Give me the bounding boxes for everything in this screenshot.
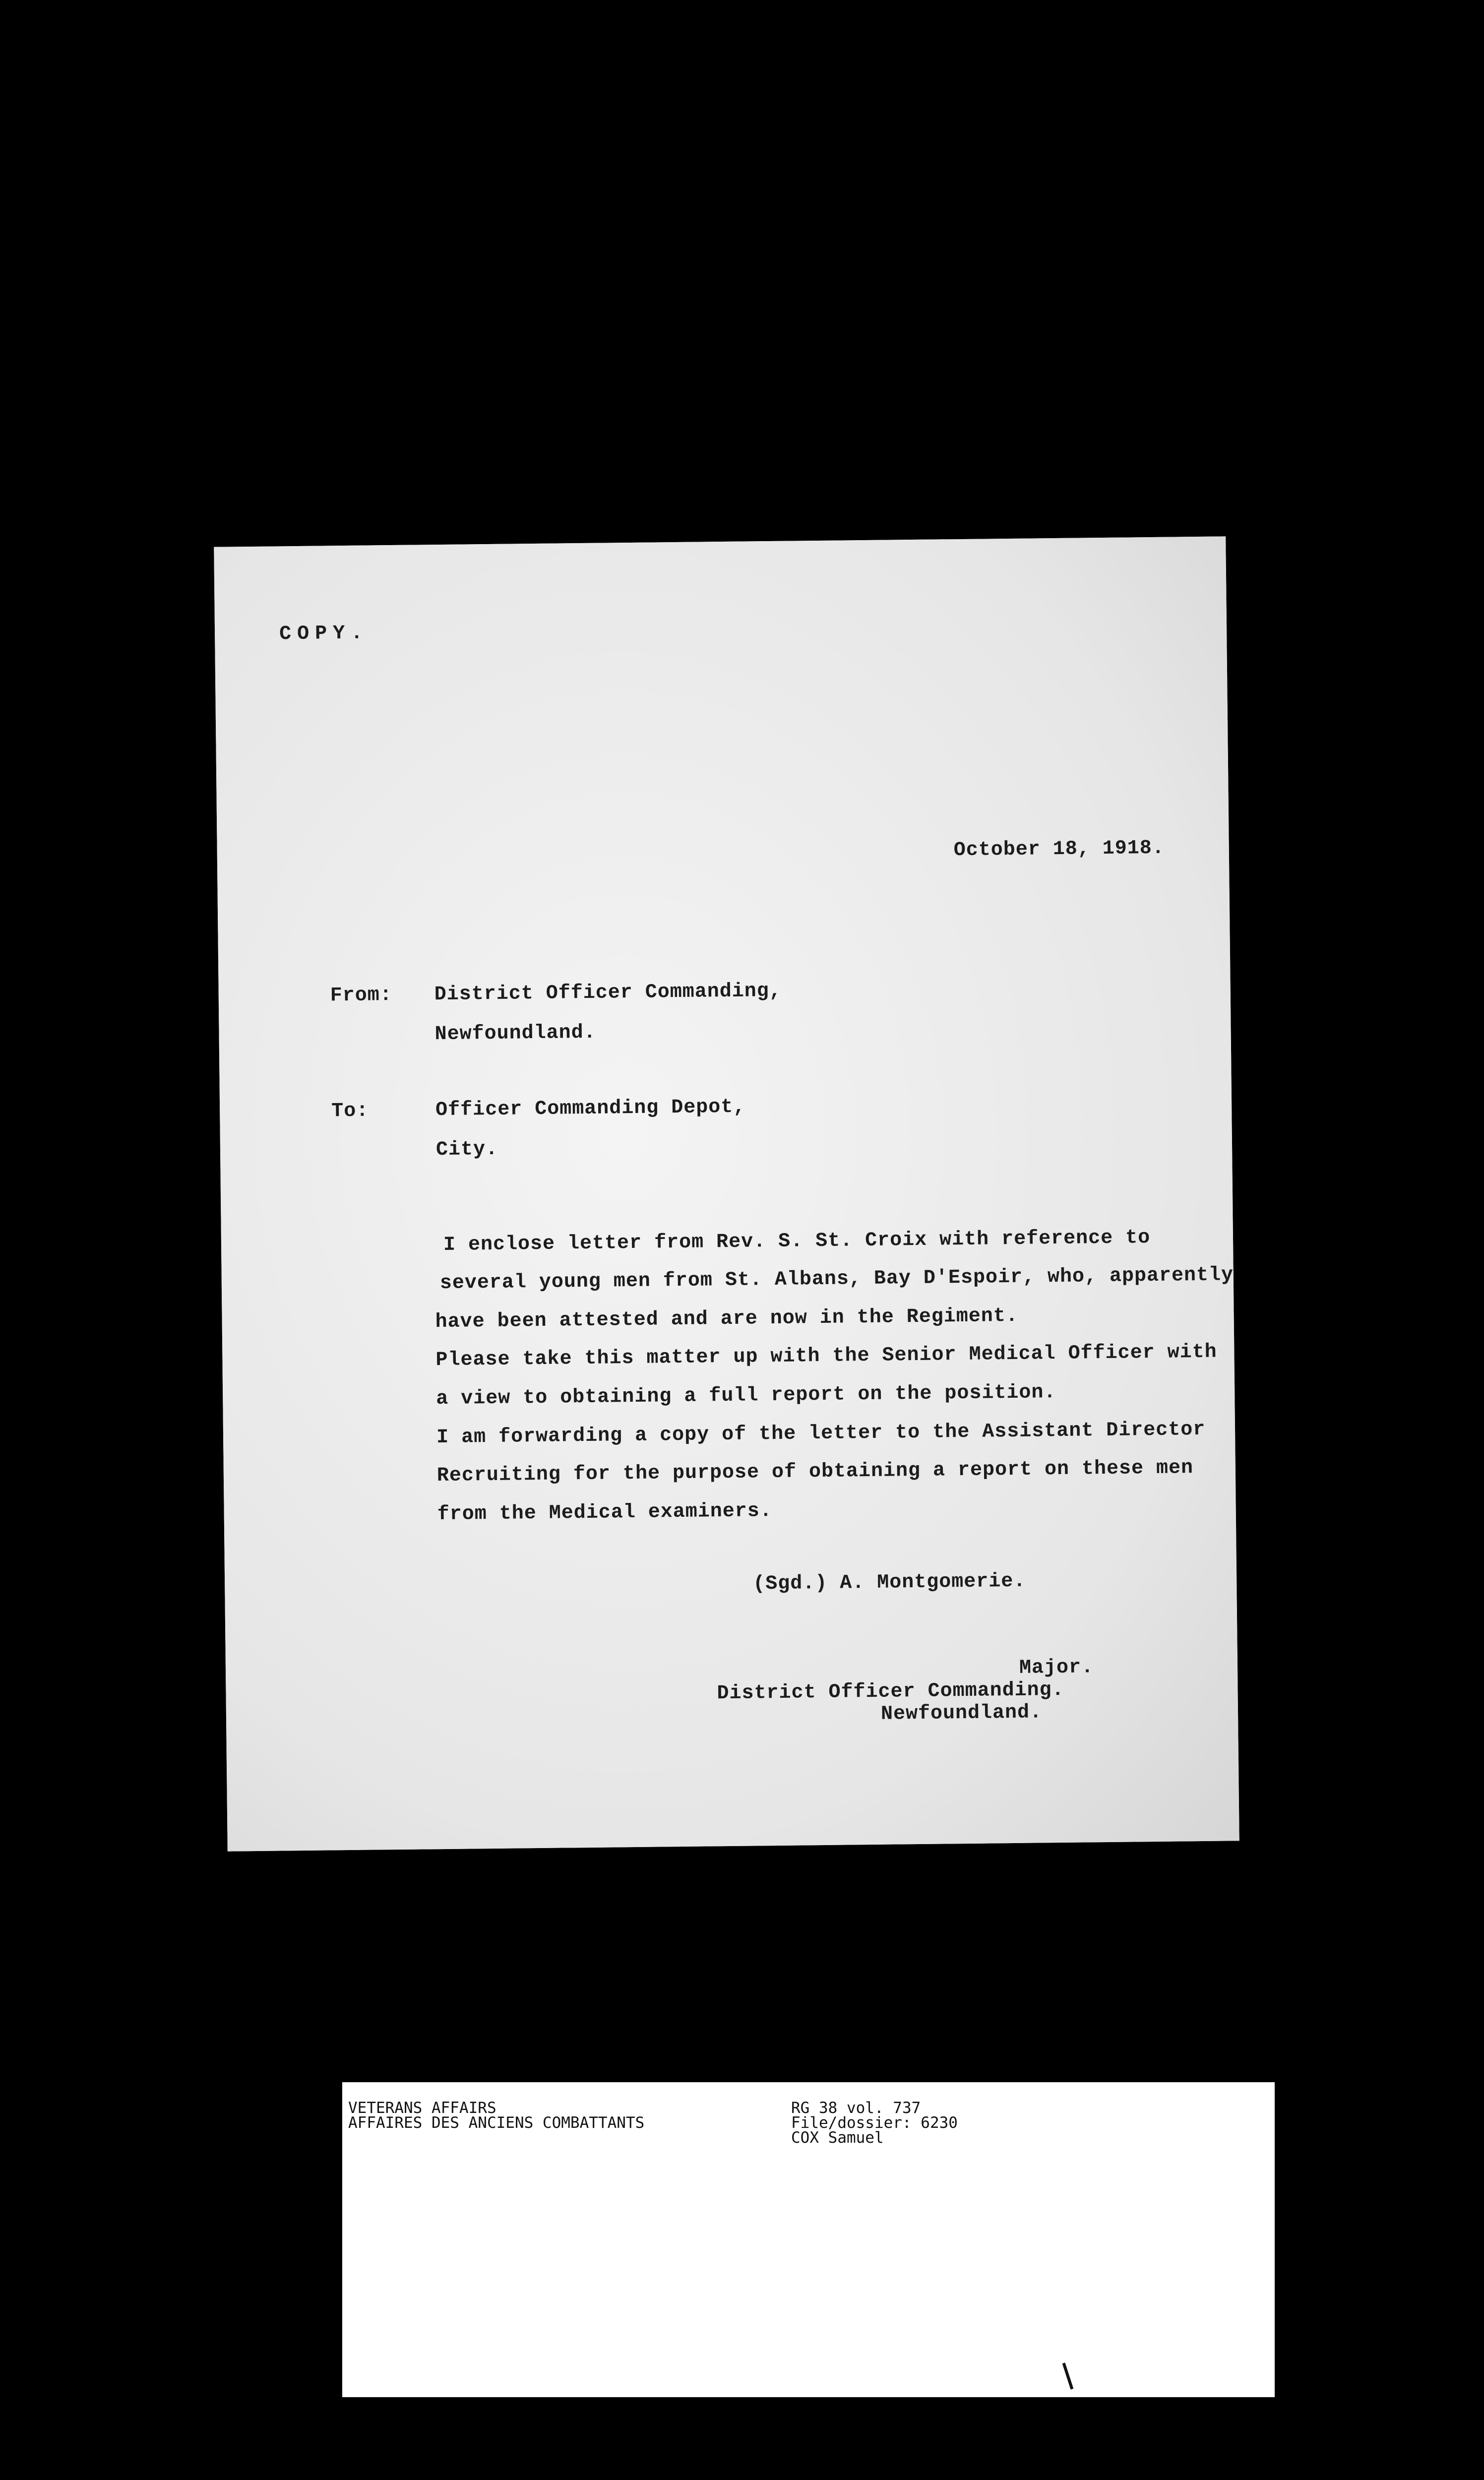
pen-mark [1062, 2362, 1074, 2389]
body-line: from the Medical examiners. [437, 1500, 773, 1526]
to-line: City. [435, 1138, 498, 1162]
signature-place: Newfoundland. [880, 1701, 1043, 1726]
letter-date: October 18, 1918. [953, 837, 1165, 862]
from-line: Newfoundland. [434, 1021, 596, 1046]
body-line: I enclose letter from Rev. S. St. Croix with reference to [443, 1227, 1151, 1256]
signature-rank: Major. [1019, 1656, 1094, 1679]
scanned-letter-page [214, 536, 1239, 1851]
department-french: AFFAIRES DES ANCIENS COMBATTANTS [348, 2114, 645, 2132]
to-line: Officer Commanding Depot, [435, 1096, 746, 1122]
department-english: VETERANS AFFAIRS [348, 2099, 496, 2117]
to-label: To: [331, 1100, 369, 1123]
body-line: a view to obtaining a full report on the position. [436, 1381, 1056, 1411]
body-line: have been attested and are now in the Regiment. [435, 1304, 1019, 1334]
signature-name: (Sgd.) A. Montgomerie. [753, 1570, 1026, 1596]
subject-name: COX Samuel [791, 2129, 884, 2147]
record-group-reference: RG 38 vol. 737 [791, 2099, 921, 2117]
from-line: District Officer Commanding, [434, 980, 782, 1006]
copy-mark: COPY. [279, 622, 369, 646]
from-label: From: [330, 984, 393, 1007]
archive-label-card [342, 2082, 1275, 2397]
body-line: Please take this matter up with the Senior Medical Officer with [435, 1341, 1217, 1372]
body-line: Recruiting for the purpose of obtaining a report on these men [436, 1457, 1194, 1488]
body-line: several young men from St. Albans, Bay D'Espoir, who, apparently [439, 1264, 1234, 1295]
body-line: I am forwarding a copy of the letter to the Assistant Director [436, 1418, 1206, 1449]
file-number: File/dossier: 6230 [791, 2114, 958, 2132]
signature-title: District Officer Commanding. [717, 1678, 1064, 1705]
